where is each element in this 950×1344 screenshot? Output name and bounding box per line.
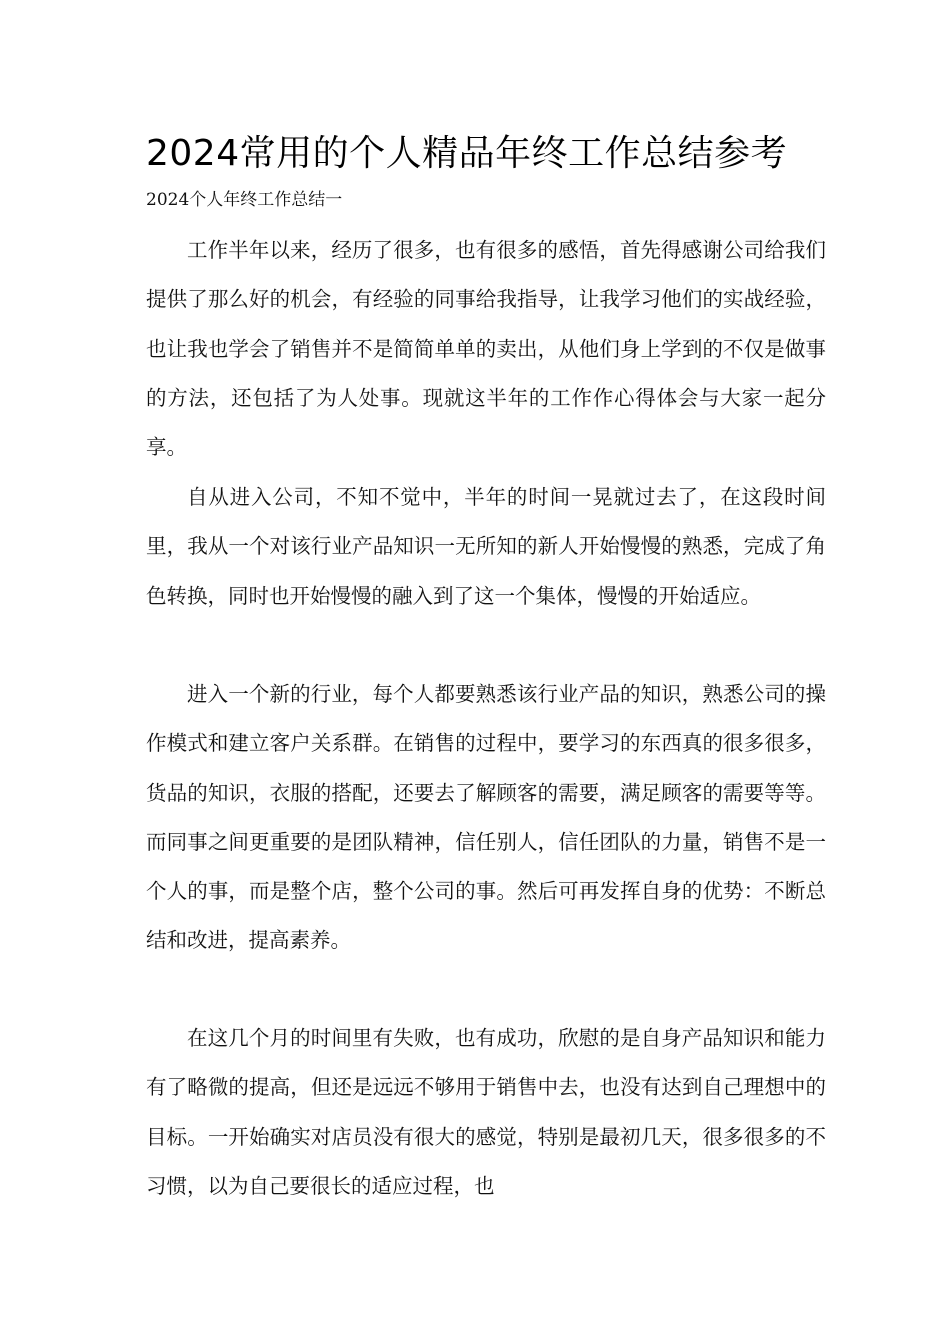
document-title: 2024常用的个人精品年终工作总结参考 xyxy=(146,133,788,174)
paragraph: 自从进入公司，不知不觉中，半年的时间一晃就过去了，在这段时间里，我从一个对该行业产品知识一无所知的新人开始慢慢的熟悉，完成了角色转换，同时也开始慢慢的融入到了这一个集体，慢慢的开始适应。 xyxy=(146,485,826,608)
paragraph: 在这几个月的时间里有失败，也有成功，欣慰的是自身产品知识和能力有了略微的提高，但还是远远不够用于销售中去，也没有达到自己理想中的目标。一开始确实对店员没有很大的感觉，特别是最初几天，很多很多的不习惯，以为自己要很长的适应过程，也 xyxy=(146,1026,826,1198)
paragraph: 进入一个新的行业，每个人都要熟悉该行业产品的知识，熟悉公司的操作模式和建立客户关系群。在销售的过程中，要学习的东西真的很多很多，货品的知识，衣服的搭配，还要去了解顾客的需要，满足顾客的需要等等。而同事之间更重要的是团队精神，信任别人，信任团队的力量，销售不是一个人的事，而是整个店，整个公司的事。然后可再发挥自身的优势：不断总结和改进，提高素养。 xyxy=(146,682,826,953)
section-heading: 2024个人年终工作总结一 xyxy=(146,190,343,210)
paragraph: 工作半年以来，经历了很多，也有很多的感悟，首先得感谢公司给我们提供了那么好的机会，有经验的同事给我指导，让我学习他们的实战经验，也让我也学会了销售并不是简简单单的卖出，从他们身上学到的不仅是做事的方法，还包括了为人处事。现就这半年的工作作心得体会与大家一起分享。 xyxy=(146,238,826,460)
